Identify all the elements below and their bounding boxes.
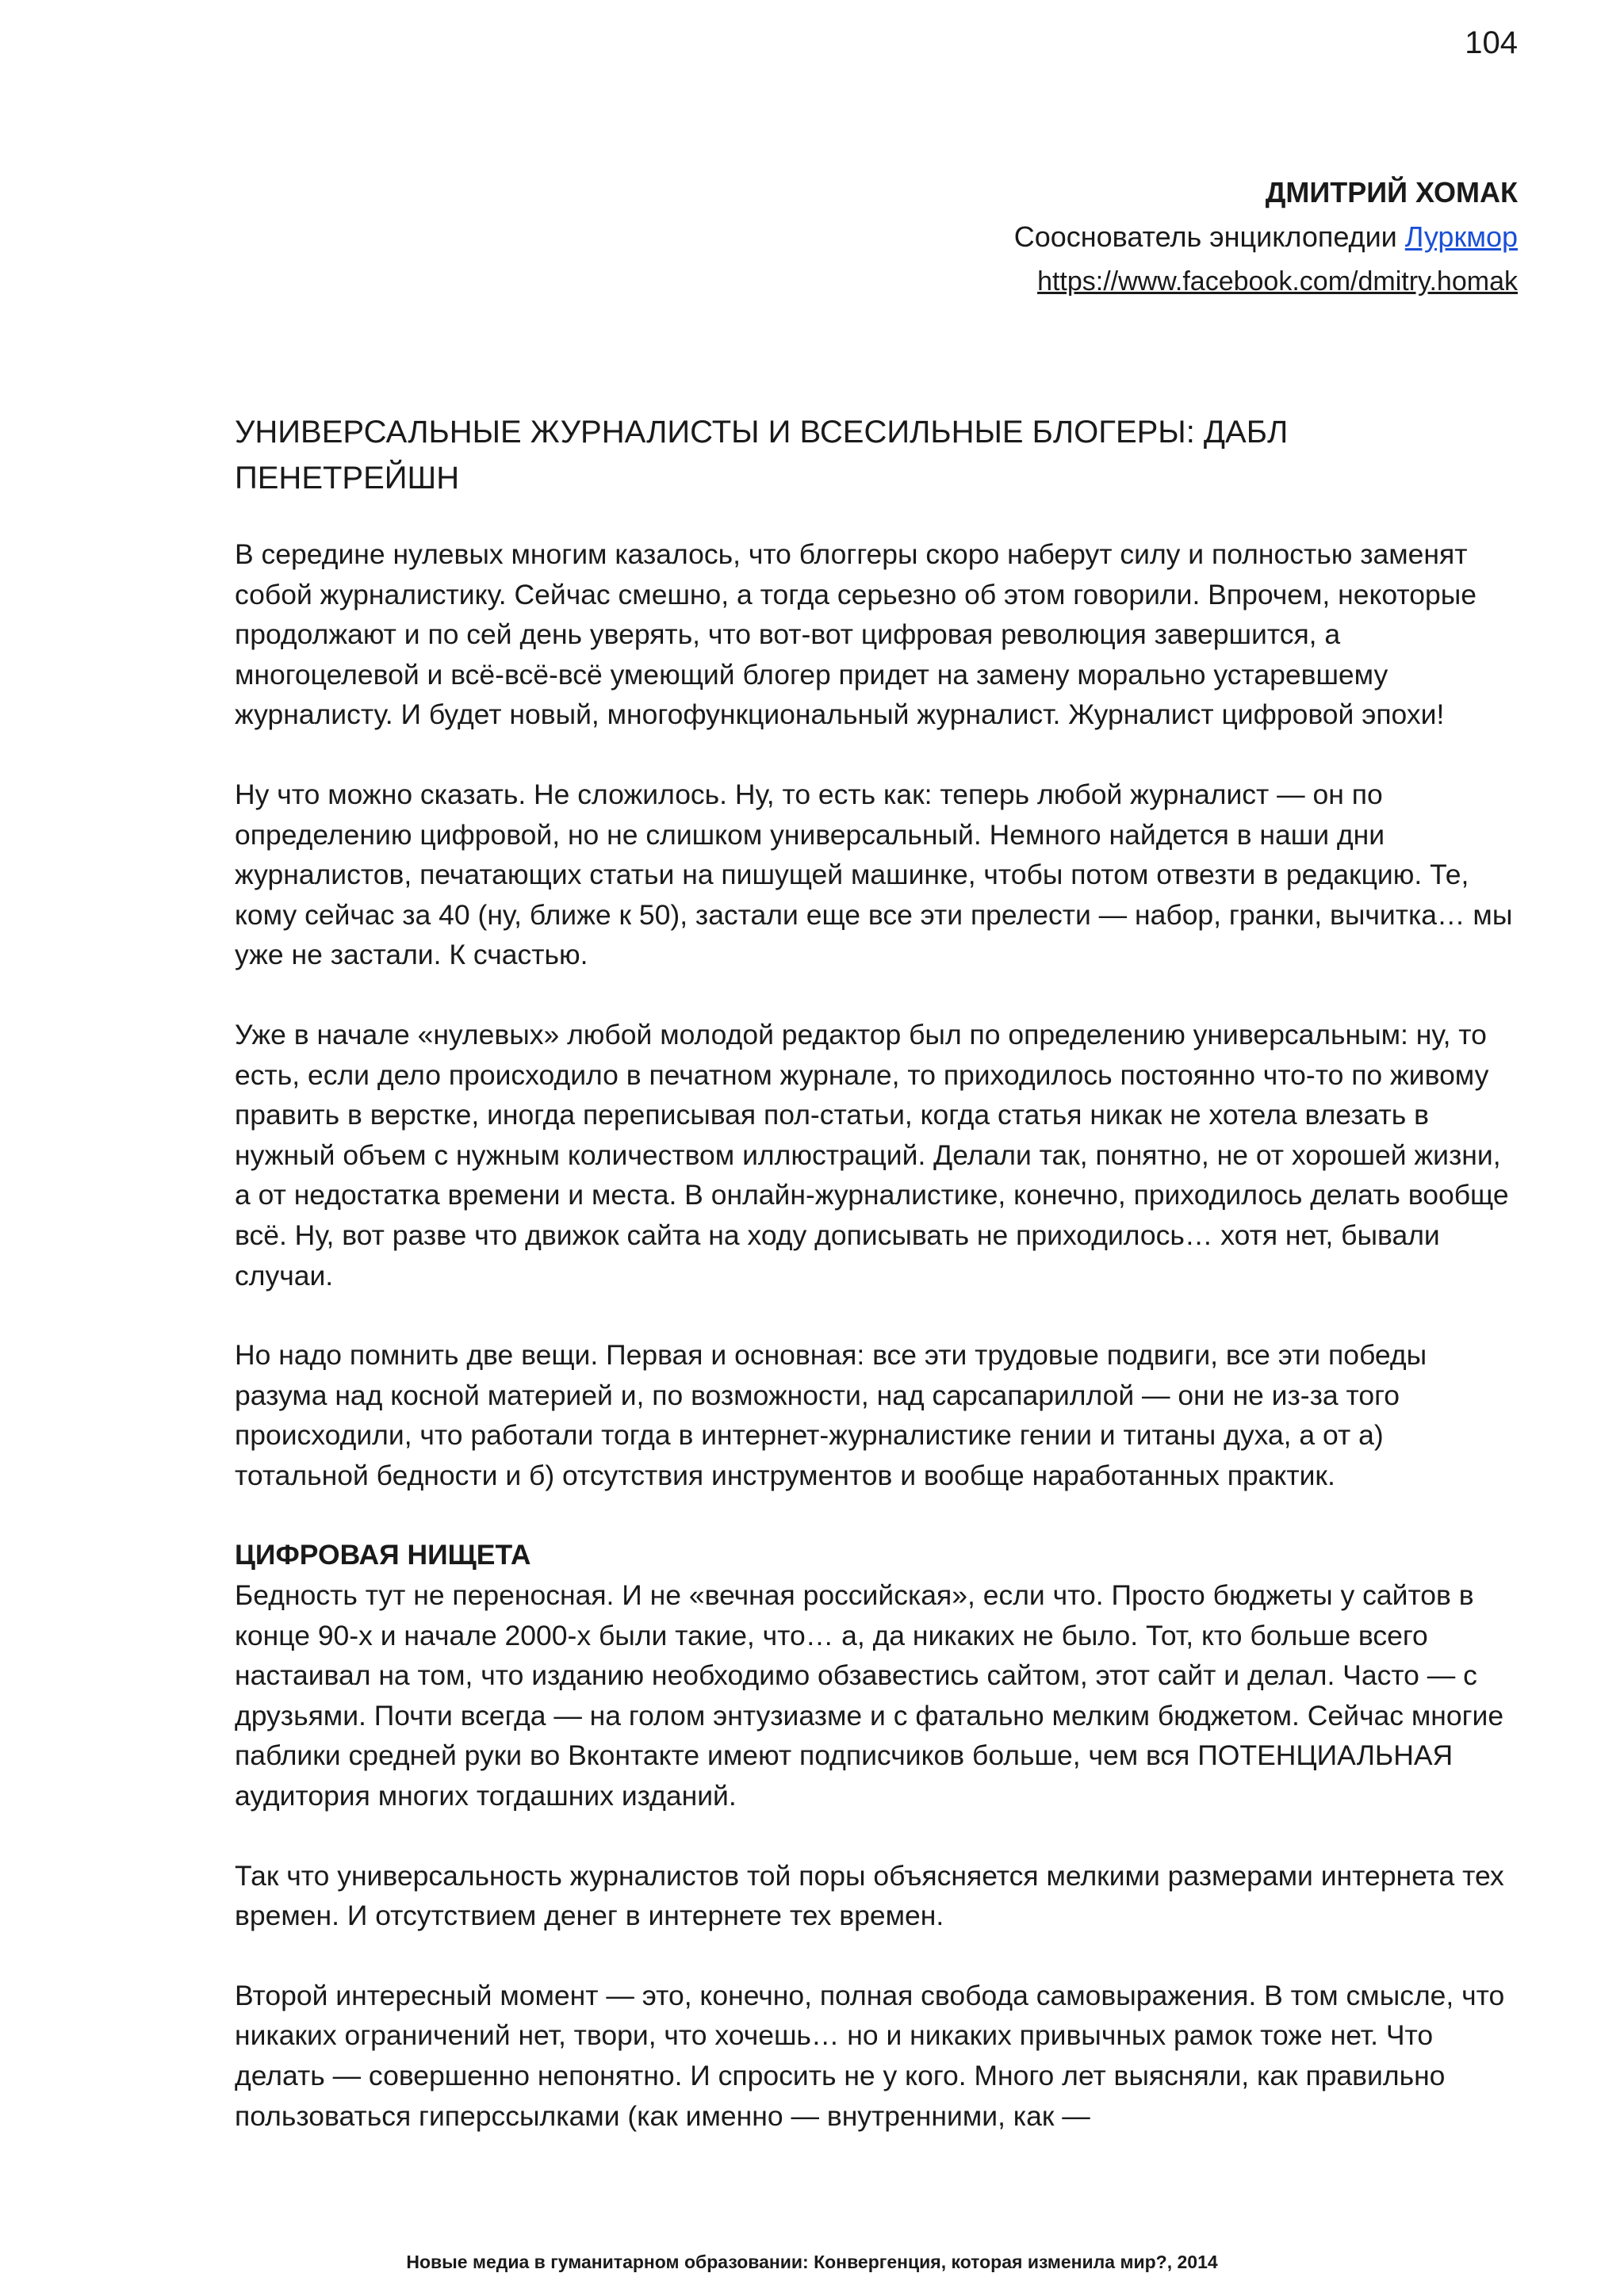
page-number: 104: [1465, 25, 1518, 60]
paragraph: Уже в начале «нулевых» любой молодой редактор был по определению универсальным: ну, то есть, если дело происходило в печатном журнале, то приходилось постоянно что-то по живому править в верстке, иногда переписывая пол-статьи, когда статья никак не хотела влезать в нужный объем с нужным количеством иллюстраций. Делали так, понятно, не от хорошей жизни, а от недостатка времени и места. В онлайн-журналистике, конечно, приходилось делать вообще всё. Ну, вот разве что движок сайта на ходу дописывать не приходилось… хотя нет, бывали случаи.: [235, 1018, 1509, 1292]
article-title: УНИВЕРСАЛЬНЫЕ ЖУРНАЛИСТЫ И ВСЕСИЛЬНЫЕ БЛОГЕРЫ: ДАБЛ ПЕНЕТРЕЙШН: [235, 415, 1289, 496]
lurkmore-link[interactable]: Луркмор: [1404, 220, 1518, 253]
paragraph: В середине нулевых многим казалось, что блоггеры скоро наберут силу и полностью заменят собой журналистику. Сейчас смешно, а тогда серьезно об этом говорили. Впрочем, некоторые продолжают и по сей день уверять, что вот-вот цифровая революция завершится, а многоцелевой и всё-всё-всё умеющий блогер придет на замену морально устаревшему журналисту. И будет новый, многофункциональный журналист. Журналист цифровой эпохи!: [235, 538, 1477, 731]
page-footer: Новые медиа в гуманитарном образовании: Конвергенция, которая изменила мир?, 2014: [406, 2252, 1218, 2272]
paragraph: Но надо помнить две вещи. Первая и основная: все эти трудовые подвиги, все эти победы разума над косной материей и, по возможности, над сарсапариллой — они не из-за того происходили, что работали тогда в интернет-журналистике гении и титаны духа, а от а) тотальной бедности и б) отсутствия инструментов и вообще наработанных практик.: [235, 1339, 1427, 1491]
author-name: ДМИТРИЙ ХОМАК: [1265, 176, 1518, 209]
paragraph: Бедность тут не переносная. И не «вечная российская», если что. Просто бюджеты у сайтов в конце 90-х и начале 2000-х были такие, что… а, да никаких не было. Тот, кто больше всего настаивал на том, что изданию необходимо обзавестись сайтом, этот сайт и делал. Часто — с друзьями. Почти всегда — на голом энтузиазме и с фатально мелким бюджетом. Сейчас многие паблики средней руки во Вконтакте имеют подписчиков больше, чем вся ПОТЕНЦИАЛЬНАЯ аудитория многих тогдашних изданий.: [235, 1579, 1504, 1812]
paragraph: Ну что можно сказать. Не сложилось. Ну, то есть как: теперь любой журналист — он по определению цифровой, но не слишком универсальный. Немного найдется в наши дни журналистов, печатающих статьи на пишущей машинке, чтобы потом отвезти в редакцию. Те, кому сейчас за 40 (ну, ближе к 50), застали еще все эти прелести — набор, гранки, вычитка… мы уже не застали. К счастью.: [235, 778, 1513, 971]
section-heading: ЦИФРОВАЯ НИЩЕТА: [235, 1539, 531, 1571]
author-block: [408, 171, 1518, 303]
author-role: [408, 214, 1518, 260]
paragraph: Второй интересный момент — это, конечно, полная свобода самовыражения. В том смысле, что никаких ограничений нет, твори, что хочешь… но и никаких привычных рамок тоже нет. Что делать — совершенно непонятно. И спросить не у кого. Много лет выясняли, как правильно пользоваться гиперссылками (как именно — внутренними, как —: [235, 1979, 1505, 2132]
author-role-text: Сооснователь энциклопедии: [1013, 220, 1405, 253]
article: [235, 409, 1519, 2175]
author-facebook-url[interactable]: https://www.facebook.com/dmitry.homak: [1037, 266, 1518, 297]
paragraph: Так что универсальность журналистов той поры объясняется мелкими размерами интернета тех времен. И отсутствием денег в интернете тех времен.: [235, 1859, 1504, 1932]
